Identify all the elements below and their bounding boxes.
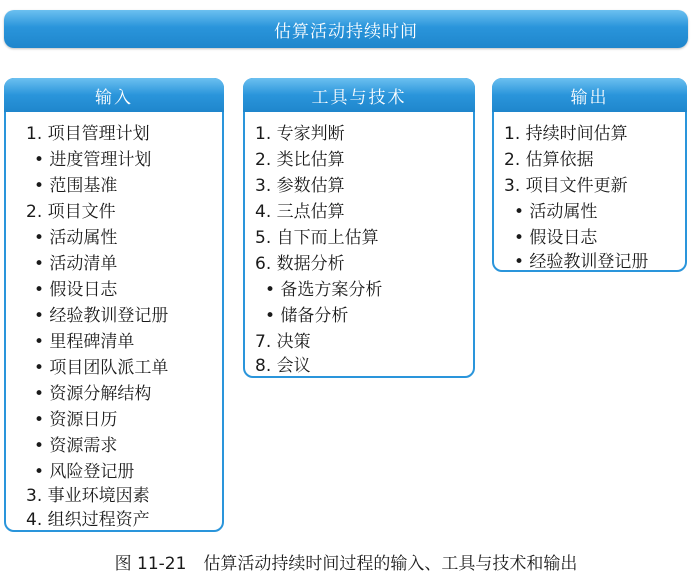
list-item: • 储备分析 bbox=[265, 306, 349, 326]
outputs-header-label: 输出 bbox=[570, 87, 609, 108]
list-item: 5. 自下而上估算 bbox=[255, 228, 379, 248]
list-item: 4. 三点估算 bbox=[255, 202, 345, 222]
list-item: 1. 持续时间估算 bbox=[504, 124, 628, 144]
list-item: • 资源分解结构 bbox=[34, 384, 152, 404]
tools-header bbox=[243, 78, 475, 112]
list-item: 3. 事业环境因素 bbox=[26, 486, 150, 506]
list-item: • 活动清单 bbox=[34, 254, 118, 274]
list-item: • 经验教训登记册 bbox=[514, 252, 649, 272]
list-item: 4. 组织过程资产 bbox=[26, 510, 150, 530]
list-item: • 进度管理计划 bbox=[34, 150, 152, 170]
list-item: 3. 参数估算 bbox=[255, 176, 345, 196]
list-item: • 活动属性 bbox=[514, 202, 598, 222]
list-item: 7. 决策 bbox=[255, 332, 311, 352]
inputs-header bbox=[4, 78, 224, 112]
list-item: • 假设日志 bbox=[514, 228, 598, 248]
inputs-box bbox=[4, 78, 224, 532]
list-item: 1. 专家判断 bbox=[255, 124, 345, 144]
list-item: 2. 项目文件 bbox=[26, 202, 116, 222]
title-banner bbox=[4, 10, 688, 48]
outputs-header bbox=[492, 78, 687, 112]
list-item: • 范围基准 bbox=[34, 176, 118, 196]
list-item: • 备选方案分析 bbox=[265, 280, 383, 300]
list-item: • 项目团队派工单 bbox=[34, 358, 169, 378]
outputs-box bbox=[492, 78, 687, 272]
tools-box bbox=[243, 78, 475, 378]
inputs-header-label: 输入 bbox=[95, 87, 133, 108]
diagram-title: 估算活动持续时间 bbox=[274, 21, 418, 42]
list-item: 2. 估算依据 bbox=[504, 150, 594, 170]
list-item: • 假设日志 bbox=[34, 280, 118, 300]
list-item: 8. 会议 bbox=[255, 356, 311, 376]
list-item: • 活动属性 bbox=[34, 228, 118, 248]
list-item: 3. 项目文件更新 bbox=[504, 176, 628, 196]
list-item: • 资源需求 bbox=[34, 436, 118, 456]
list-item: • 风险登记册 bbox=[34, 462, 135, 482]
list-item: 2. 类比估算 bbox=[255, 150, 345, 170]
list-item: 1. 项目管理计划 bbox=[26, 124, 150, 144]
tools-header-label: 工具与技术 bbox=[311, 87, 407, 108]
list-item: 6. 数据分析 bbox=[255, 254, 345, 274]
list-item: • 经验教训登记册 bbox=[34, 306, 169, 326]
list-item: • 资源日历 bbox=[34, 410, 118, 430]
figure-caption: 图 11-21 估算活动持续时间过程的输入、工具与技术和输出 bbox=[114, 554, 578, 574]
list-item: • 里程碑清单 bbox=[34, 332, 135, 352]
